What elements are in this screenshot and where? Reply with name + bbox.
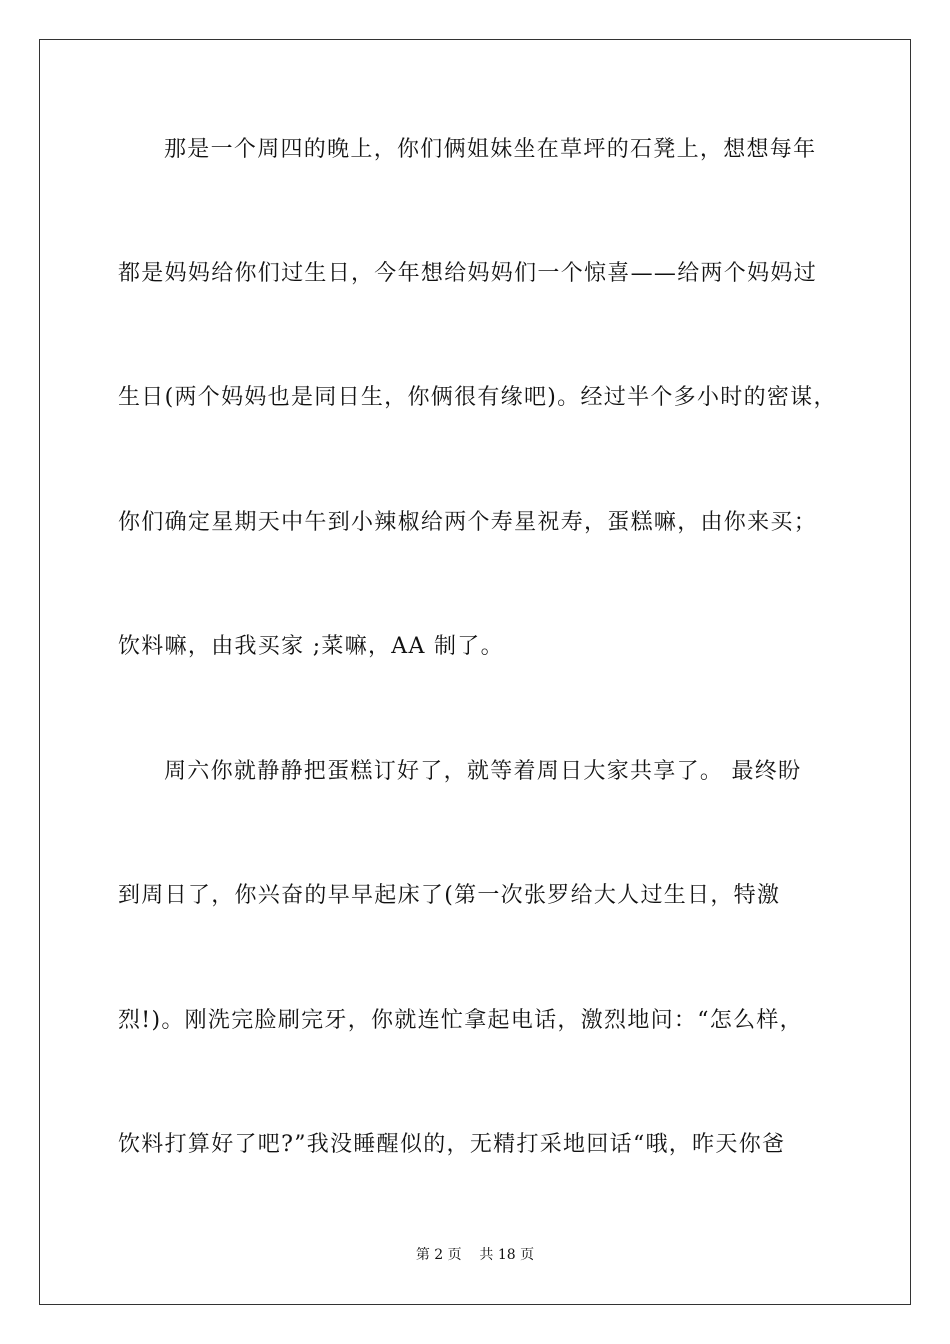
- page-border: [39, 39, 911, 1305]
- paragraph-1-line-1: 那是一个周四的晚上，你们俩姐妹坐在草坪的石凳上，想想每年: [164, 137, 817, 162]
- paragraph-1-line-3: 生日(两个妈妈也是同日生，你俩很有缘吧)。经过半个多小时的密谋，: [118, 385, 837, 410]
- paragraph-1-line-2: 都是妈妈给你们过生日，今年想给妈妈们一个惊喜——给两个妈妈过: [118, 261, 818, 286]
- paragraph-2-line-1: 周六你就静静把蛋糕订好了，就等着周日大家共享了。 最终盼: [164, 759, 802, 784]
- paragraph-2-line-4: 饮料打算好了吧?”我没睡醒似的，无精打采地回话“哦，昨天你爸: [118, 1132, 786, 1157]
- paragraph-2-line-2: 到周日了，你兴奋的早早起床了(第一次张罗给大人过生日，特激: [118, 883, 781, 908]
- paragraph-1-line-4: 你们确定星期天中午到小辣椒给两个寿星祝寿，蛋糕嘛，由你来买；: [118, 510, 818, 535]
- page-number-footer: 第 2 页 共 18 页: [415, 1247, 535, 1263]
- paragraph-2-line-3: 烈!)。刚洗完脸刷完牙，你就连忙拿起电话，激烈地问：“怎么样，: [118, 1008, 803, 1033]
- paragraph-1-line-5: 饮料嘛，由我买家 ;菜嘛，AA 制了。: [118, 634, 504, 659]
